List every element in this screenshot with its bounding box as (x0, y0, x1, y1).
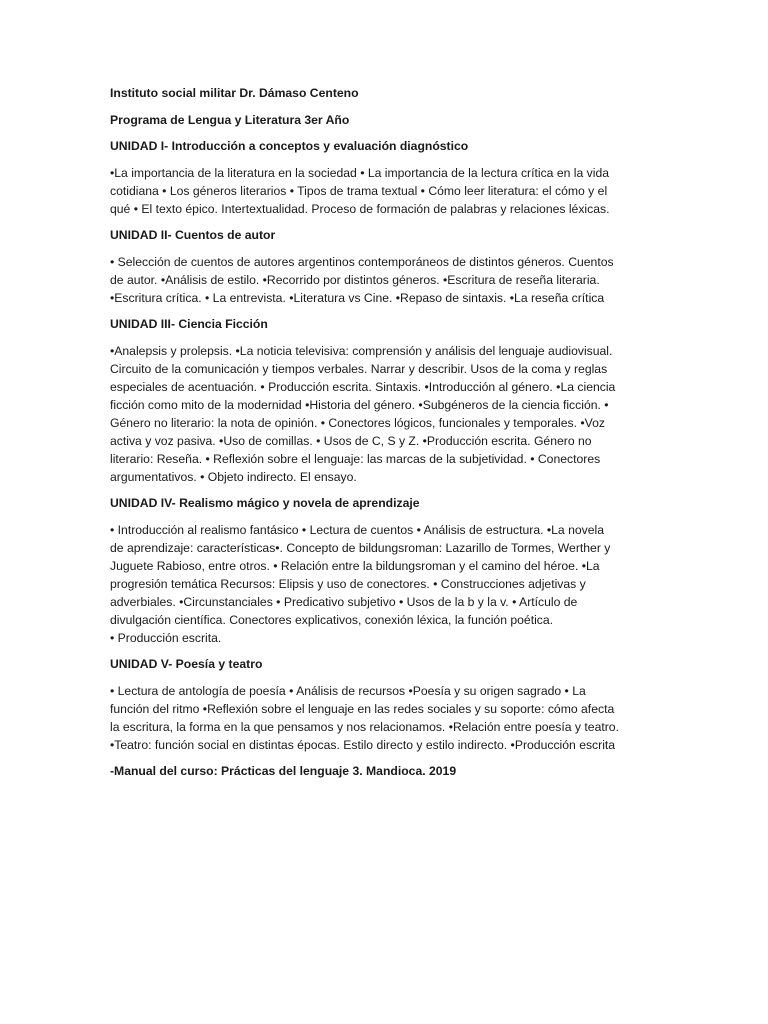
unit-4-line: adverbiales. •Circunstanciales • Predicativo subjetivo • Usos de la b y la v. • Artículo de (110, 594, 578, 609)
document-page (110, 84, 662, 789)
unit-5-title: UNIDAD V- Poesía y teatro (110, 657, 263, 671)
unit-2-line: de autor. •Análisis de estilo. •Recorrido por distintos géneros. •Escritura de reseña literaria. (110, 272, 600, 287)
course-manual: -Manual del curso: Prácticas del lenguaje 3. Mandioca. 2019 (110, 764, 457, 778)
unit-5-line: la escritura, la forma en la que pensamos y nos relacionamos. •Relación entre poesía y teatro. (110, 719, 619, 734)
unit-4-content (110, 521, 662, 647)
unit-5-content (110, 682, 662, 754)
institution-title: Instituto social militar Dr. Dámaso Centeno (110, 86, 359, 100)
unit-5-line: • Lectura de antología de poesía • Análisis de recursos •Poesía y su origen sagrado • La (110, 683, 586, 698)
unit-2-line: • Selección de cuentos de autores argentinos contemporáneos de distintos géneros. Cuentos (110, 254, 614, 269)
unit-3-line: especiales de acentuación. • Producción escrita. Sintaxis. •Introducción al género. •La ciencia (110, 379, 616, 394)
unit-1-line: cotidiana • Los géneros literarios • Tipos de trama textual • Cómo leer literatura: el cómo y el (110, 183, 608, 198)
unit-3-line: argumentativos. • Objeto indirecto. El ensayo. (110, 469, 357, 484)
unit-3-line: •Analepsis y prolepsis. •La noticia televisiva: comprensión y análisis del lenguaje audiovisual. (110, 343, 613, 358)
unit-3-line: activa y voz pasiva. •Uso de comillas. • Usos de C, S y Z. •Producción escrita. Género no (110, 433, 592, 448)
unit-2-content (110, 253, 662, 307)
unit-2-line: •Escritura crítica. • La entrevista. •Literatura vs Cine. •Repaso de sintaxis. •La reseña crítica (110, 290, 605, 305)
unit-3-line: Género no literario: la nota de opinión. • Conectores lógicos, funcionales y temporales. •Voz (110, 415, 605, 430)
unit-1-line: •La importancia de la literatura en la sociedad • La importancia de la lectura crítica en la vida (110, 165, 610, 180)
program-title: Programa de Lengua y Literatura 3er Año (110, 112, 350, 127)
unit-4-line: de aprendizaje: características•. Concepto de bildungsroman: Lazarillo de Tormes, Werther y (110, 540, 611, 555)
unit-3-line: Circuito de la comunicación y tiempos verbales. Narrar y describir. Usos de la coma y reglas (110, 361, 608, 376)
unit-4-line: divulgación científica. Conectores explicativos, conexión léxica, la función poética. (110, 612, 554, 627)
unit-3-title: UNIDAD III- Ciencia Ficción (110, 317, 268, 331)
unit-4-line: • Producción escrita. (110, 630, 222, 645)
unit-1-content (110, 164, 662, 218)
unit-4-line: • Introducción al realismo fantásico • Lectura de cuentos • Análisis de estructura. •La novela (110, 522, 605, 537)
unit-4-line: progresión temática Recursos: Elipsis y uso de conectores. • Construcciones adjetivas y (110, 576, 586, 591)
unit-3-line: ficción como mito de la modernidad •Historia del género. •Subgéneros de la ciencia ficción. • (110, 397, 609, 412)
unit-1-title: UNIDAD I- Introducción a conceptos y evaluación diagnóstico (110, 139, 469, 153)
unit-3-content (110, 342, 662, 486)
unit-2-title: UNIDAD II- Cuentos de autor (110, 228, 276, 242)
unit-1-line: qué • El texto épico. Intertextualidad. Proceso de formación de palabras y relaciones léxicas. (110, 201, 610, 216)
unit-5-line: •Teatro: función social en distintas épocas. Estilo directo y estilo indirecto. •Producción escrita (110, 737, 616, 752)
unit-4-title: UNIDAD IV- Realismo mágico y novela de aprendizaje (110, 496, 420, 510)
unit-5-line: función del ritmo •Reflexión sobre el lenguaje en las redes sociales y su soporte: cómo afecta (110, 701, 615, 716)
unit-4-line: Juguete Rabioso, entre otros. • Relación entre la bildungsroman y el camino del héroe. •La (110, 558, 600, 573)
unit-3-line: literario: Reseña. • Reflexión sobre el lenguaje: las marcas de la subjetividad. • Conectores (110, 451, 601, 466)
